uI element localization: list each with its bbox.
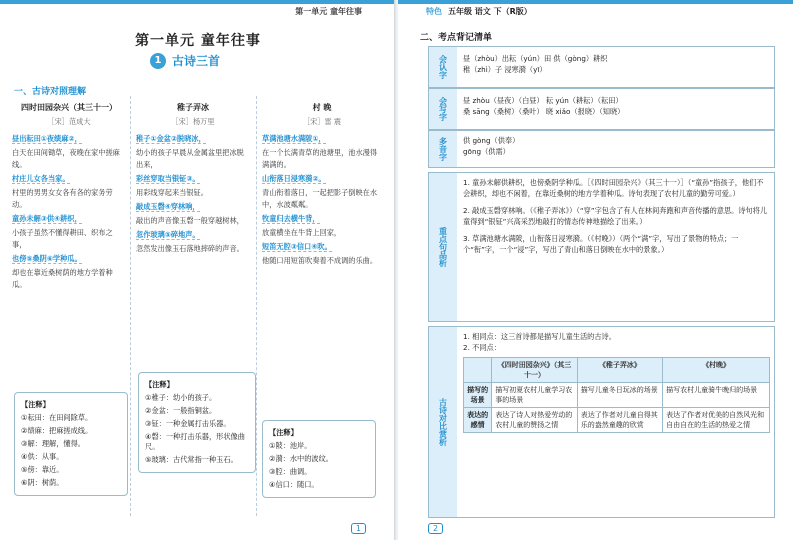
left-page: [0, 0, 396, 540]
table-header: 《稚子弄冰》: [577, 358, 662, 383]
row-polyphones: [428, 130, 775, 168]
poem-line: 草满池塘水满陂①，: [262, 134, 326, 143]
note-item: ①陂：池岸。: [269, 441, 312, 450]
poem-column: [12, 102, 126, 293]
translation-line: 敲出的声音像玉磬一般穿越树林，: [136, 216, 244, 225]
translation-line: 白天在田间锄草，夜晚在家中搓麻线。: [12, 148, 120, 169]
notes-box: [138, 372, 256, 473]
notes-label: 【注释】: [145, 380, 174, 389]
note-item: ⑤傍：靠近。: [21, 465, 64, 474]
table-header: [464, 358, 492, 383]
translation-line: 在一个长满青草的池塘里，池水漫得满满的。: [262, 148, 378, 169]
note-item: ①稚子：幼小的孩子。: [145, 393, 217, 402]
poem-title: 稚子弄冰: [177, 103, 209, 112]
table-row-label: 表达的感情: [464, 408, 492, 433]
lesson-number-badge: 1: [150, 53, 166, 69]
row-label: 重点句品析: [429, 173, 457, 321]
note-item: ④磬：一种打击乐器，形状像曲尺。: [145, 432, 245, 451]
translation-line: 用彩线穿起来当银钲。: [136, 188, 208, 197]
brand-logo: 特色: [426, 7, 442, 16]
table-cell: 表达了作者对优美的自然风光和自由自在的生活的热爱之情: [663, 408, 770, 433]
table-cell: 描写初夏农村儿童学习农事的场景: [492, 383, 577, 408]
table-header: 《四时田园杂兴》（其三十一）: [492, 358, 577, 383]
poem-line: 牧童归去横牛背，: [262, 214, 320, 223]
row-line: 供 gòng（供奉）: [463, 136, 520, 145]
poem-author: ［宋］范成大: [47, 117, 91, 126]
row-line: 昼 zhòu（昼夜）（白昼） 耘 yún（耕耘）（耘田）: [463, 96, 623, 105]
row-line: 2. 不同点：: [463, 343, 501, 352]
table-row-label: 描写的场景: [464, 383, 492, 408]
translation-line: 村里的男男女女各有各的家务劳动。: [12, 188, 113, 209]
translation-line: 放童横坐在牛背上回家，: [262, 228, 342, 237]
poem-line: 童孙未解③供④耕织，: [12, 214, 82, 223]
notes-box: [262, 420, 376, 498]
table-row: [464, 408, 770, 433]
header-text: 五年级 语文 下（R版）: [448, 7, 532, 16]
poem-column: [136, 102, 250, 257]
note-item: ⑥阴：树荫。: [21, 478, 64, 487]
translation-line: 青山衔着落日，一起把影子倒映在水中，水波粼粼。: [262, 188, 378, 209]
lesson-title: 古诗三首: [172, 54, 221, 68]
column-divider: [130, 96, 131, 516]
top-bar: [398, 0, 793, 4]
translation-line: 却也在靠近桑树荫的地方学着种瓜。: [12, 268, 113, 289]
table-row: [464, 383, 770, 408]
note-item: ⑤玻璃：古代常指一种玉石。: [145, 455, 238, 464]
row-line: 1. 相同点：这三首诗都是描写儿童生活的古诗。: [463, 332, 616, 341]
top-bar: [0, 0, 396, 4]
translation-line: 他随口用短笛吹奏着不成调的乐曲。: [262, 256, 378, 265]
table-cell: 描写农村儿童骑牛晚归的场景: [663, 383, 770, 408]
row-label: 多音字: [429, 131, 457, 167]
poem-title: 四时田园杂兴（其三十一）: [21, 103, 117, 112]
translation-line: 小孩子虽然不懂得耕田、织布之事，: [12, 228, 113, 249]
note-item: ①耘田：在田间除草。: [21, 413, 93, 422]
unit-title: 第一单元 童年往事: [135, 33, 261, 49]
row-poem-comparison: [428, 326, 775, 518]
poem-line: 短笛无腔③信口④吹。: [262, 242, 332, 251]
poem-line: 也傍⑤桑阴⑥学种瓜。: [12, 254, 82, 263]
poem-author: ［宋］雷 震: [302, 117, 342, 126]
translation-line: 幼小的孩子早晨从金属盆里把冰脱出来，: [136, 148, 244, 169]
poem-line: 昼出耘田①夜绩麻②，: [12, 134, 82, 143]
row-label: 会写字: [429, 89, 457, 129]
table-cell: 表达了作者对儿童自得其乐的盎然童趣的欣赏: [577, 408, 662, 433]
table-header: 《村晚》: [663, 358, 770, 383]
row-key-sentences: [428, 172, 775, 322]
poem-line: 稚子①金盆②脱晓冰，: [136, 134, 206, 143]
row-line: 3. 草满池塘水满陂，山衔落日浸寒漪。（《村晚》）（两个“满”字，写出了景物的特点；一个“衔”字，一个“浸”字，写出了青山和落日倒映在水中的景象。）: [463, 234, 739, 254]
poem-line: 敲成玉磬④穿林响，: [136, 202, 200, 211]
note-item: ②金盆：一般指铜盆。: [145, 406, 217, 415]
row-write-chars: [428, 88, 775, 130]
poem-line: 村庄儿女各当家。: [12, 174, 70, 183]
section-heading: 二、考点背记清单: [420, 33, 493, 43]
note-item: ④信口：随口。: [269, 480, 319, 489]
row-label: 会认字: [429, 47, 457, 87]
poem-author: ［宋］杨万里: [171, 117, 215, 126]
row-label: 古诗对比赏析: [429, 327, 457, 517]
row-line: 1. 童孙未解供耕织，也傍桑阴学种瓜。［《四时田园杂兴》（其三十一）］（“童孙”指孩子，他们不会耕织，却也不闲着，在靠近桑树的地方学着种瓜。诗句表现了农村儿童的勤劳可爱。）: [463, 178, 764, 198]
row-line: 稚（zhì）子 浸寒漪（yī）: [463, 65, 547, 74]
note-item: ③解：理解，懂得。: [21, 439, 85, 448]
section-heading: 一、古诗对照理解: [14, 87, 87, 97]
poem-line: 彩丝穿取当银钲③。: [136, 174, 200, 183]
translation-line: 忽然发出像玉石落地摔碎的声音。: [136, 244, 244, 253]
lesson-heading: [150, 52, 220, 69]
row-line: 桑 sāng（桑树）（桑叶） 晓 xiǎo（报晓）（知晓）: [463, 107, 625, 116]
running-head: 第一单元 童年往事: [295, 7, 362, 16]
column-divider: [256, 96, 257, 516]
notes-box: [14, 392, 128, 496]
page-number: 2: [428, 523, 443, 534]
table-cell: 描写儿童冬日玩冰的场景: [577, 383, 662, 408]
comparison-table: [463, 357, 770, 433]
note-item: ③腔：曲调。: [269, 467, 312, 476]
notes-label: 【注释】: [269, 428, 298, 437]
poem-title: 村 晚: [312, 103, 332, 112]
poem-column: [262, 102, 382, 269]
table-cell: 表达了诗人对热爱劳动的农村儿童的赞扬之情: [492, 408, 577, 433]
right-page: [398, 0, 793, 540]
page-header: [426, 6, 532, 17]
note-item: ④供：从事。: [21, 452, 64, 461]
poem-line: 忽作玻璃⑤碎地声。: [136, 230, 200, 239]
row-line: 2. 敲成玉磬穿林响。（《稚子弄冰》）（“穿”字包含了有人在林间奔跑和声音传播的意思。诗句将儿童得到“银钲”兴高采烈地敲打的情态传神地描绘了出来。）: [463, 206, 768, 226]
row-recognize-chars: [428, 46, 775, 88]
note-item: ②漪：水中的波纹。: [269, 454, 333, 463]
notes-label: 【注释】: [21, 400, 50, 409]
row-line: gōng（供需）: [463, 147, 510, 156]
note-item: ③钲：一种金属打击乐器。: [145, 419, 231, 428]
row-line: 昼（zhòu）出耘（yún）田 供（gòng）耕织: [463, 54, 608, 63]
poem-line: 山衔落日浸寒漪②。: [262, 174, 326, 183]
page-number: 1: [351, 523, 366, 534]
note-item: ②绩麻：把麻搓成线。: [21, 426, 93, 435]
